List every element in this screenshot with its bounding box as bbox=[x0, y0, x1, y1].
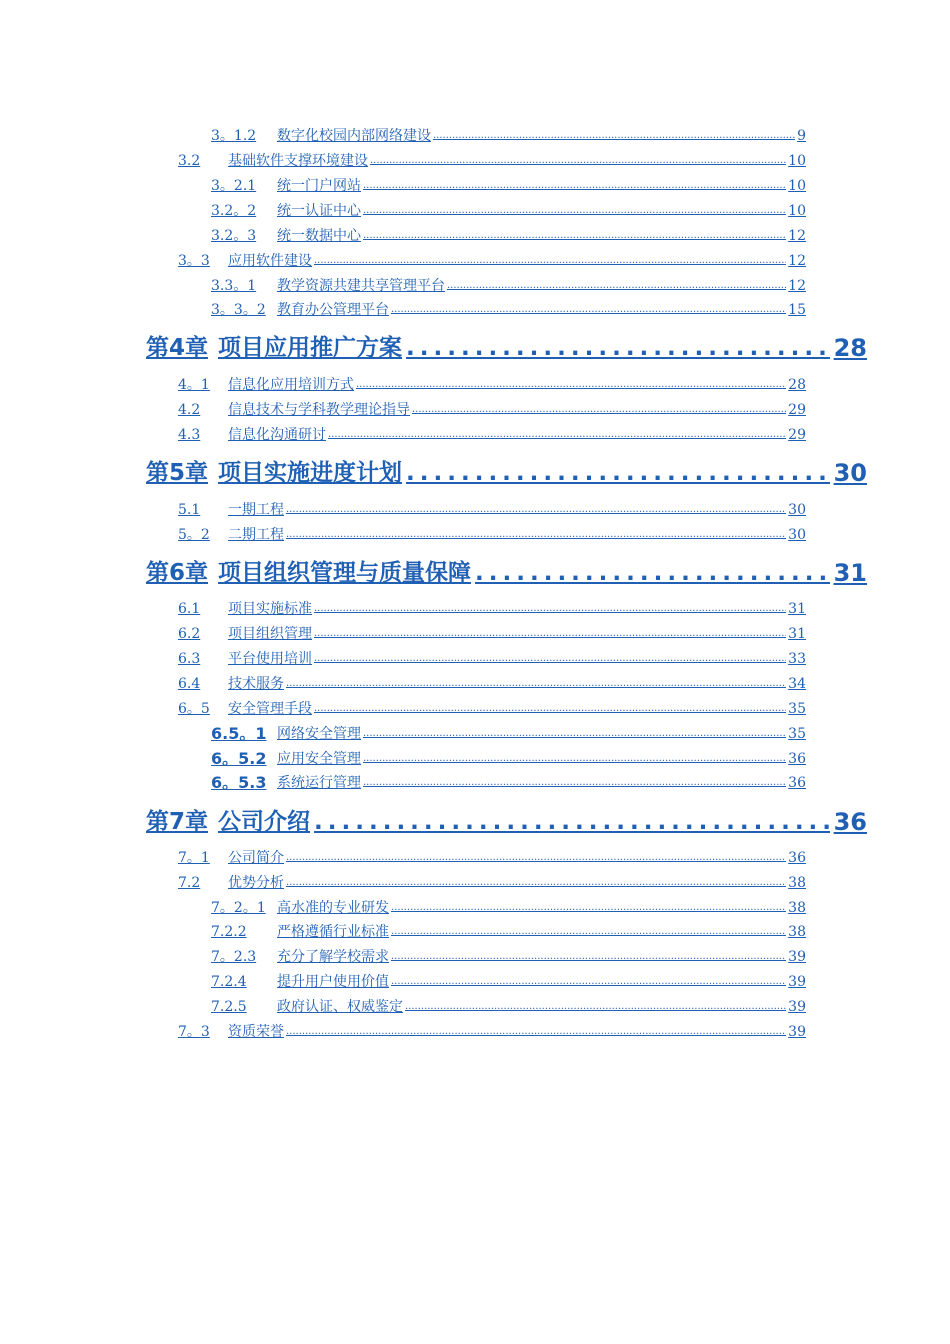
toc-page-number: 36 bbox=[788, 850, 806, 866]
toc-page-number: 36 bbox=[788, 751, 806, 767]
toc-entry-number: 第6章 bbox=[146, 560, 209, 586]
toc-section-entry[interactable] bbox=[211, 773, 806, 793]
toc-entry-title: 统一数据中心 bbox=[277, 228, 361, 244]
toc-section-entry[interactable] bbox=[178, 525, 806, 545]
toc-entry-number: 6.2 bbox=[178, 626, 201, 642]
toc-section-entry[interactable] bbox=[178, 624, 806, 644]
toc-entry-title: 应用软件建设 bbox=[228, 253, 312, 269]
toc-entry-title: 优势分析 bbox=[228, 875, 284, 891]
toc-entry-number: 3.2 bbox=[178, 153, 201, 169]
toc-entry-number: 4.2 bbox=[178, 402, 201, 418]
toc-dot-leader bbox=[391, 298, 786, 320]
toc-page-number: 12 bbox=[788, 253, 806, 269]
toc-dot-leader bbox=[286, 672, 786, 694]
toc-page-number: 35 bbox=[788, 701, 806, 717]
toc-section-entry[interactable] bbox=[178, 400, 806, 420]
toc-entry-title: 应用安全管理 bbox=[277, 751, 361, 767]
toc-entry-number: 6。5.2 bbox=[211, 749, 267, 768]
toc-page-number: 30 bbox=[788, 502, 806, 518]
toc-section-entry[interactable] bbox=[178, 425, 806, 445]
toc-entry-number: 6.3 bbox=[178, 651, 201, 667]
toc-entry-number: 7.2.5 bbox=[211, 999, 247, 1015]
toc-dot-leader bbox=[412, 398, 786, 420]
toc-entry-number: 7。2。1 bbox=[211, 900, 266, 916]
toc-section-entry[interactable] bbox=[178, 251, 806, 271]
toc-entry-title: 系统运行管理 bbox=[277, 775, 361, 791]
toc-entry-title: 提升用户使用价值 bbox=[277, 974, 389, 990]
toc-section-entry[interactable] bbox=[211, 226, 806, 246]
toc-entry-title: 充分了解学校需求 bbox=[277, 949, 389, 965]
toc-page-number: 31 bbox=[788, 626, 806, 642]
toc-section-entry[interactable] bbox=[211, 724, 806, 744]
toc-entry-number: 3。3。2 bbox=[211, 302, 266, 318]
toc-dot-leader bbox=[391, 945, 786, 967]
toc-dot-leader bbox=[286, 846, 786, 868]
toc-dot-leader bbox=[405, 995, 786, 1017]
toc-entry-title: 高水准的专业研发 bbox=[277, 900, 389, 916]
toc-entry-title: 网络安全管理 bbox=[277, 726, 361, 742]
toc-entry-number: 5。2 bbox=[178, 527, 210, 543]
toc-dot-leader bbox=[363, 174, 786, 196]
toc-section-entry[interactable] bbox=[211, 276, 806, 296]
toc-entry-title: 统一认证中心 bbox=[277, 203, 361, 219]
toc-section-entry[interactable] bbox=[211, 972, 806, 992]
toc-page-number: 12 bbox=[788, 228, 806, 244]
toc-entry-title: 信息技术与学科教学理论指导 bbox=[228, 402, 410, 418]
toc-page-number: 10 bbox=[788, 203, 806, 219]
toc-dot-leader bbox=[363, 722, 786, 744]
toc-entry-title: 资质荣誉 bbox=[228, 1024, 284, 1040]
toc-section-entry[interactable] bbox=[178, 375, 806, 395]
toc-entry-title: 安全管理手段 bbox=[228, 701, 312, 717]
toc-section-entry[interactable] bbox=[178, 151, 806, 171]
toc-chapter-entry[interactable] bbox=[146, 456, 867, 490]
toc-section-entry[interactable] bbox=[178, 599, 806, 619]
toc-entry-number: 4.3 bbox=[178, 427, 201, 443]
toc-dot-leader bbox=[447, 274, 786, 296]
toc-section-entry[interactable] bbox=[211, 126, 806, 146]
toc-page-number: 38 bbox=[788, 900, 806, 916]
toc-page-number: 15 bbox=[788, 302, 806, 318]
toc-page-number: 28 bbox=[788, 377, 806, 393]
toc-dot-leader bbox=[286, 1020, 786, 1042]
toc-dot-leader bbox=[314, 597, 786, 619]
toc-chapter-entry[interactable] bbox=[146, 805, 867, 839]
toc-entry-title: 项目实施进度计划 bbox=[218, 460, 403, 486]
toc-dot-leader bbox=[314, 697, 786, 719]
toc-section-entry[interactable] bbox=[178, 674, 806, 694]
toc-page-number: 34 bbox=[788, 676, 806, 692]
toc-page-number: 28 bbox=[833, 334, 867, 362]
toc-entry-number: 6.4 bbox=[178, 676, 201, 692]
toc-dot-leader bbox=[391, 970, 786, 992]
toc-entry-title: 一期工程 bbox=[228, 502, 284, 518]
toc-section-entry[interactable] bbox=[211, 898, 806, 918]
toc-page-number: 9 bbox=[797, 128, 806, 144]
toc-entry-title: 统一门户网站 bbox=[277, 178, 361, 194]
toc-page-number: 38 bbox=[788, 875, 806, 891]
toc-page-number: 30 bbox=[788, 527, 806, 543]
toc-entry-number: 6。5 bbox=[178, 701, 210, 717]
toc-page-number: 38 bbox=[788, 924, 806, 940]
toc-page-number: 10 bbox=[788, 153, 806, 169]
toc-page-number: 30 bbox=[833, 459, 867, 487]
toc-page-number: 36 bbox=[833, 808, 867, 836]
toc-entry-title: 严格遵循行业标准 bbox=[277, 924, 389, 940]
toc-entry-number: 3.2。2 bbox=[211, 203, 257, 219]
toc-dot-leader bbox=[314, 249, 786, 271]
toc-page-number: 35 bbox=[788, 726, 806, 742]
toc-section-entry[interactable] bbox=[211, 201, 806, 221]
toc-entry-title: 项目实施标准 bbox=[228, 601, 312, 617]
toc-page-number: 36 bbox=[788, 775, 806, 791]
toc-dot-leader bbox=[370, 149, 786, 171]
toc-page-number: 33 bbox=[788, 651, 806, 667]
toc-page-number: 39 bbox=[788, 974, 806, 990]
toc-entry-title: 公司介绍 bbox=[218, 809, 311, 835]
toc-entry-number: 3。2.1 bbox=[211, 178, 257, 194]
toc-dot-leader bbox=[363, 771, 786, 793]
toc-section-entry[interactable] bbox=[211, 922, 806, 942]
toc-section-entry[interactable] bbox=[178, 1022, 806, 1042]
toc-dot-leader bbox=[314, 647, 786, 669]
toc-dot-leader bbox=[391, 896, 786, 918]
toc-page-number: 31 bbox=[788, 601, 806, 617]
toc-page-number: 39 bbox=[788, 1024, 806, 1040]
toc-page-number: 10 bbox=[788, 178, 806, 194]
toc-entry-title: 信息化应用培训方式 bbox=[228, 377, 354, 393]
toc-dot-leader bbox=[433, 124, 795, 146]
toc-page-number: 29 bbox=[788, 427, 806, 443]
toc-entry-title: 公司简介 bbox=[228, 850, 284, 866]
toc-entry-number: 6。5.3 bbox=[211, 773, 267, 792]
toc-entry-number: 3。1.2 bbox=[211, 128, 257, 144]
toc-dot-leader bbox=[363, 747, 786, 769]
toc-entry-number: 7。3 bbox=[178, 1024, 210, 1040]
toc-entry-number: 7.2 bbox=[178, 875, 201, 891]
toc-page-number: 12 bbox=[788, 278, 806, 294]
toc-entry-number: 6.5。1 bbox=[211, 724, 267, 743]
toc-entry-number: 3.2。3 bbox=[211, 228, 257, 244]
toc-dot-leader bbox=[475, 556, 830, 590]
toc-entry-title: 项目组织管理 bbox=[228, 626, 312, 642]
toc-page-number: 31 bbox=[833, 559, 867, 587]
toc-dot-leader bbox=[356, 373, 786, 395]
toc-dot-leader bbox=[314, 622, 786, 644]
toc-dot-leader bbox=[286, 498, 786, 520]
toc-dot-leader bbox=[286, 871, 786, 893]
toc-entry-number: 3。3 bbox=[178, 253, 210, 269]
toc-entry-number: 5.1 bbox=[178, 502, 201, 518]
toc-dot-leader bbox=[314, 805, 830, 839]
toc-dot-leader bbox=[406, 331, 830, 365]
toc-dot-leader bbox=[391, 920, 786, 942]
toc-section-entry[interactable] bbox=[178, 699, 806, 719]
toc-chapter-entry[interactable] bbox=[146, 331, 867, 365]
toc-section-entry[interactable] bbox=[211, 749, 806, 769]
toc-entry-number: 3.3。1 bbox=[211, 278, 257, 294]
toc-entry-title: 项目组织管理与质量保障 bbox=[218, 560, 472, 586]
toc-entry-number: 第7章 bbox=[146, 809, 209, 835]
toc-entry-title: 二期工程 bbox=[228, 527, 284, 543]
toc-section-entry[interactable] bbox=[178, 649, 806, 669]
toc-entry-number: 第5章 bbox=[146, 460, 209, 486]
toc-section-entry[interactable] bbox=[211, 176, 806, 196]
toc-entry-number: 7.2.4 bbox=[211, 974, 247, 990]
toc-entry-title: 教育办公管理平台 bbox=[277, 302, 389, 318]
toc-entry-title: 项目应用推广方案 bbox=[218, 335, 403, 361]
toc-page-number: 39 bbox=[788, 999, 806, 1015]
toc-chapter-entry[interactable] bbox=[146, 556, 867, 590]
toc-entry-title: 数字化校园内部网络建设 bbox=[277, 128, 431, 144]
toc-entry-number: 4。1 bbox=[178, 377, 210, 393]
toc-section-entry[interactable] bbox=[211, 947, 806, 967]
toc-entry-number: 7。2.3 bbox=[211, 949, 257, 965]
toc-entry-number: 7.2.2 bbox=[211, 924, 247, 940]
toc-entry-title: 信息化沟通研讨 bbox=[228, 427, 326, 443]
toc-entry-title: 技术服务 bbox=[228, 676, 284, 692]
toc-entry-number: 7。1 bbox=[178, 850, 210, 866]
toc-page-number: 29 bbox=[788, 402, 806, 418]
toc-dot-leader bbox=[406, 456, 830, 490]
toc-entry-title: 政府认证、权威鉴定 bbox=[277, 999, 403, 1015]
toc-entry-title: 基础软件支撑环境建设 bbox=[228, 153, 368, 169]
toc-section-entry[interactable] bbox=[178, 848, 806, 868]
toc-entry-number: 第4章 bbox=[146, 335, 209, 361]
toc-dot-leader bbox=[363, 224, 786, 246]
toc-dot-leader bbox=[328, 423, 786, 445]
toc-dot-leader bbox=[286, 523, 786, 545]
toc-section-entry[interactable] bbox=[178, 500, 806, 520]
toc-page-number: 39 bbox=[788, 949, 806, 965]
toc-entry-title: 教学资源共建共享管理平台 bbox=[277, 278, 445, 294]
toc-section-entry[interactable] bbox=[211, 997, 806, 1017]
toc-section-entry[interactable] bbox=[178, 873, 806, 893]
toc-entry-number: 6.1 bbox=[178, 601, 201, 617]
toc-entry-title: 平台使用培训 bbox=[228, 651, 312, 667]
toc-section-entry[interactable] bbox=[211, 300, 806, 320]
toc-dot-leader bbox=[363, 199, 786, 221]
